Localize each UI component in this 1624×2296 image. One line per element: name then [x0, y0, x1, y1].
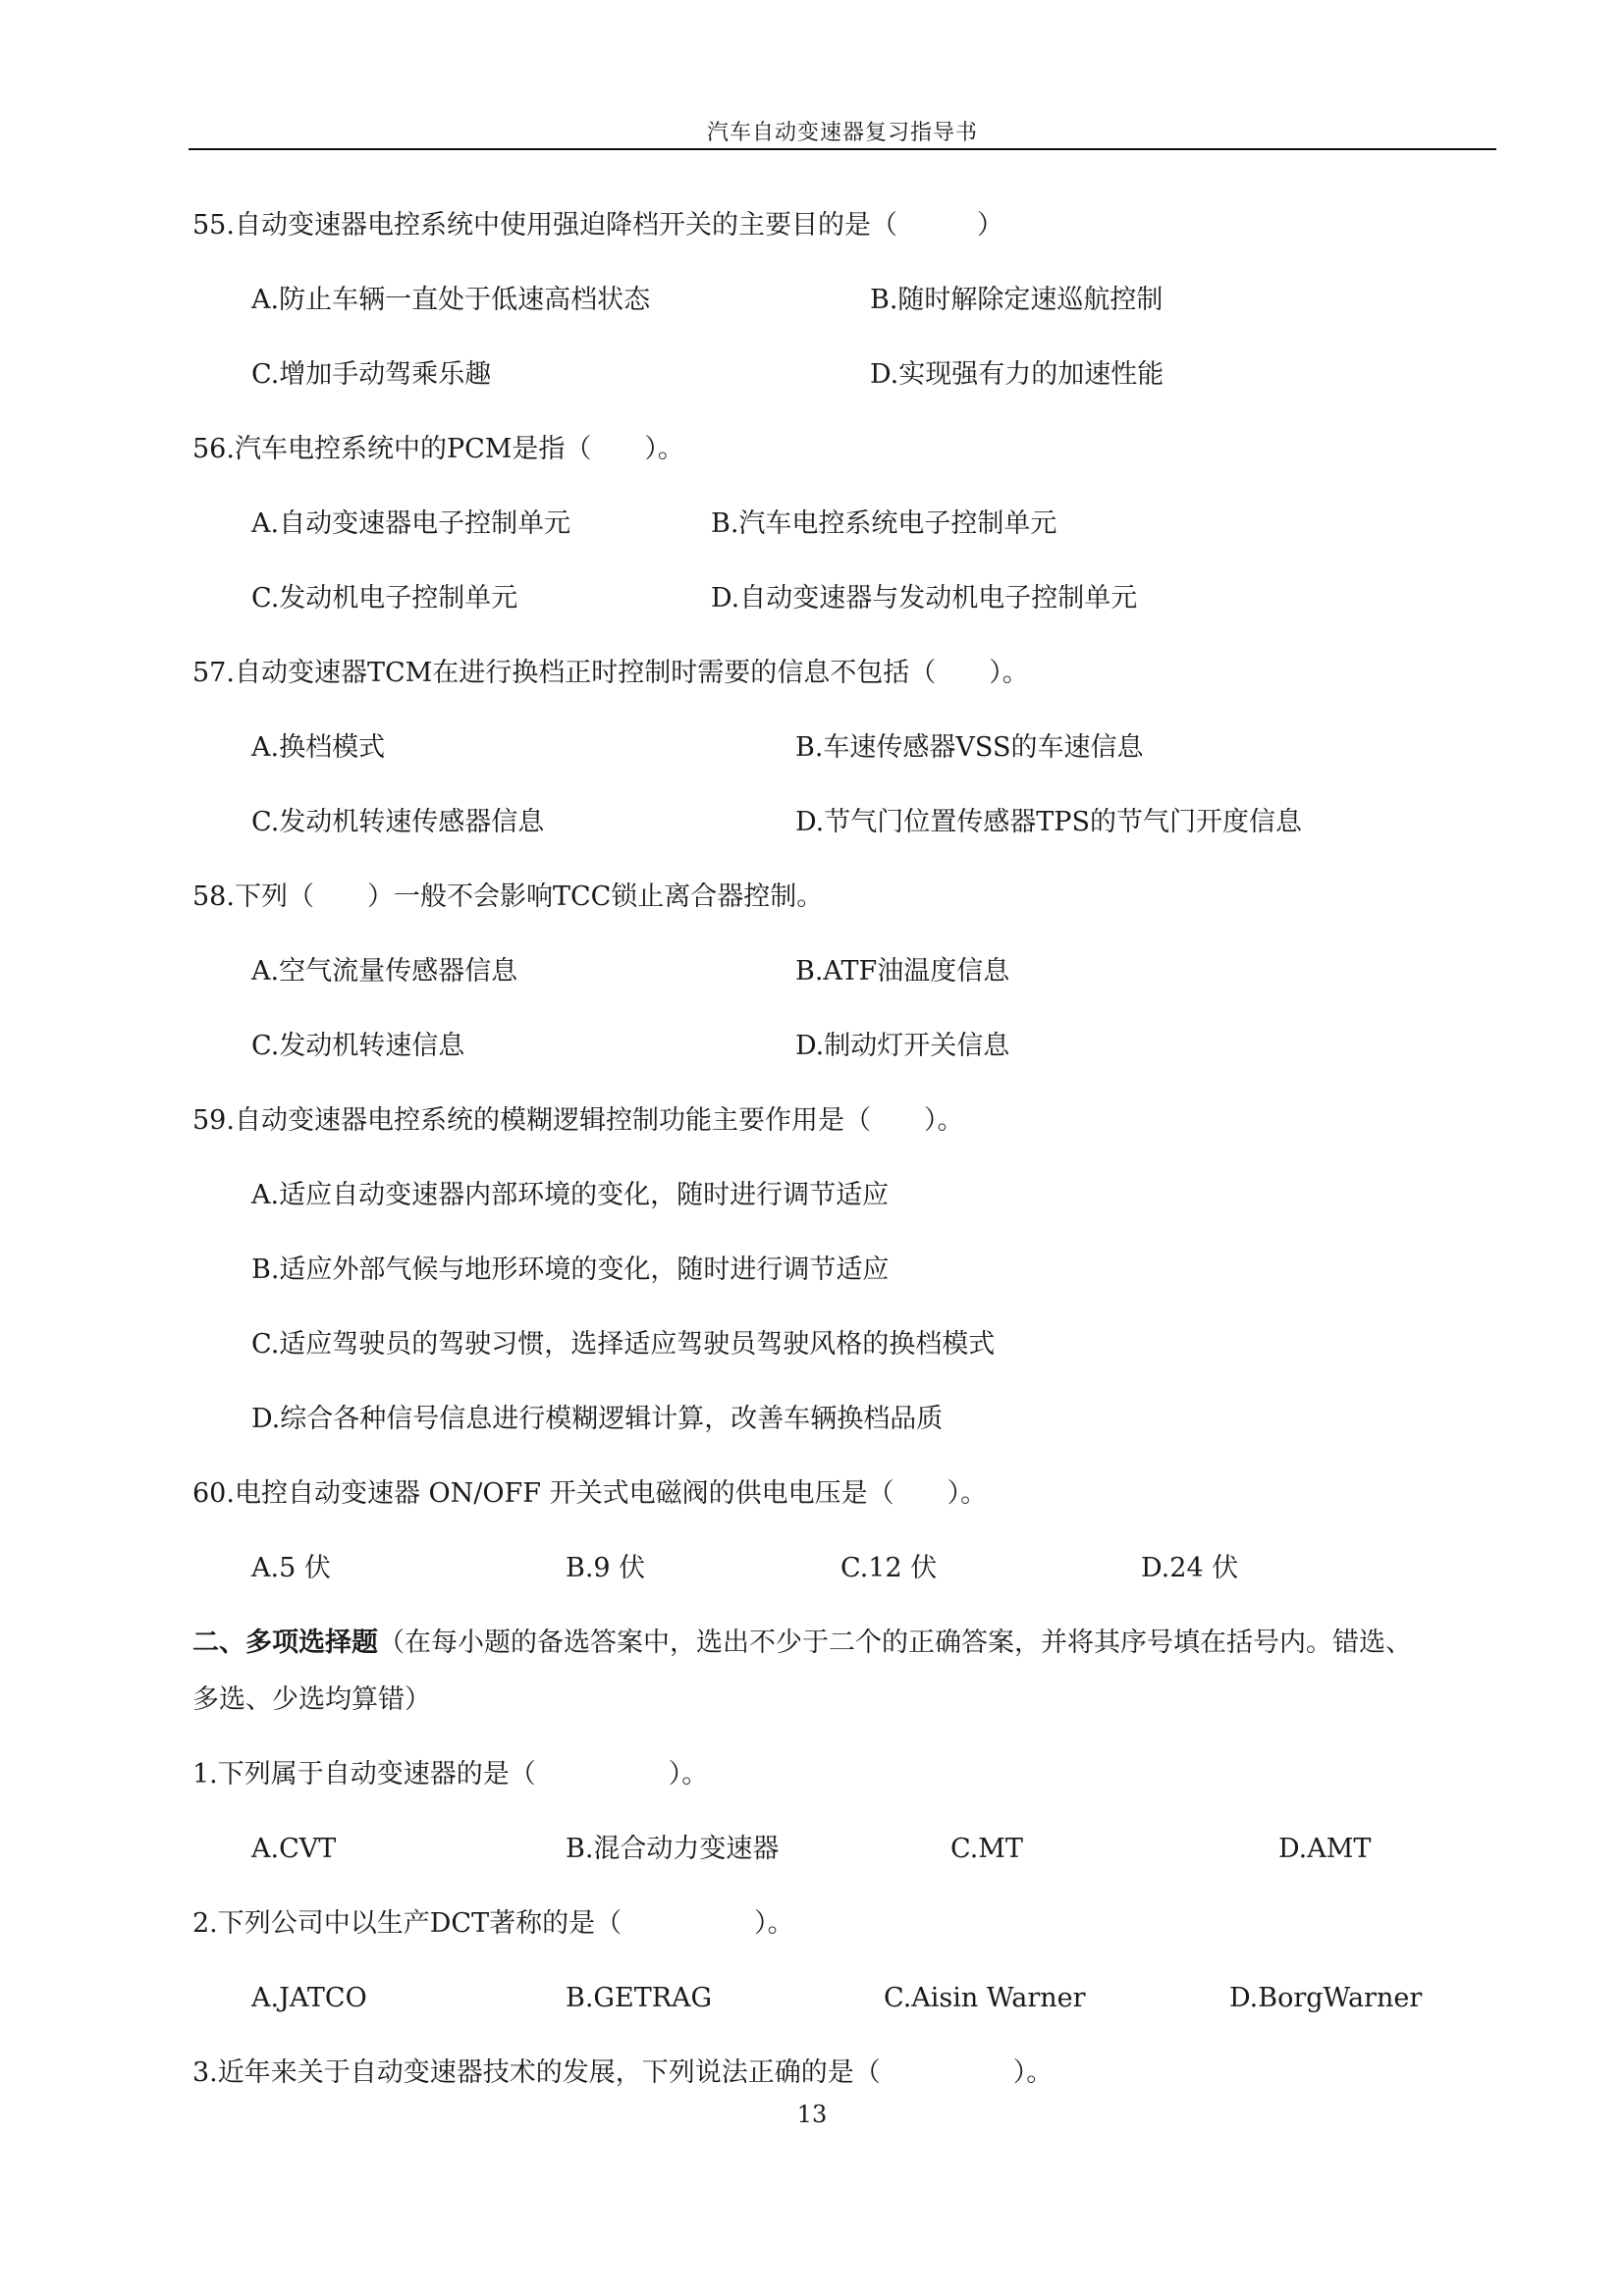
option: D.实现强有力的加速性能: [870, 359, 1164, 390]
option: B.混合动力变速器: [566, 1834, 780, 1864]
option: C.MT: [950, 1834, 1023, 1864]
question-stem: 1.下列属于自动变速器的是（ ）。: [192, 1759, 709, 1789]
header-rule: [189, 148, 1496, 150]
question-stem: 55.自动变速器电控系统中使用强迫降档开关的主要目的是（ ）: [192, 210, 1003, 240]
option: D.节气门位置传感器TPS的节气门开度信息: [795, 807, 1302, 837]
section-title: 二、多项选择题: [192, 1628, 378, 1658]
option: C.Aisin Warner: [884, 1983, 1086, 2013]
option: A.CVT: [251, 1834, 337, 1864]
option: A.自动变速器电子控制单元: [251, 508, 571, 539]
option: D.制动灯开关信息: [795, 1031, 1010, 1061]
question-stem: 57.自动变速器TCM在进行换档正时控制时需要的信息不包括（ ）。: [192, 658, 1029, 688]
option: B.9 伏: [566, 1553, 646, 1583]
running-header: 汽车自动变速器复习指导书: [706, 121, 978, 145]
option: B.ATF油温度信息: [795, 956, 1010, 987]
question-stem: 3.近年来关于自动变速器技术的发展，下列说法正确的是（ ）。: [192, 2057, 1054, 2088]
option: A.JATCO: [251, 1983, 367, 2013]
option: B.车速传感器VSS的车速信息: [795, 732, 1144, 763]
option: A.换档模式: [251, 732, 386, 763]
option: A.适应自动变速器内部环境的变化，随时进行调节适应: [251, 1180, 890, 1210]
question-stem: 2.下列公司中以生产DCT著称的是（ ）。: [192, 1908, 794, 1939]
question-stem: 58.下列（ ）一般不会影响TCC锁止离合器控制。: [192, 881, 824, 912]
option: D.综合各种信号信息进行模糊逻辑计算，改善车辆换档品质: [251, 1404, 944, 1434]
question-stem: 59.自动变速器电控系统的模糊逻辑控制功能主要作用是（ ）。: [192, 1105, 964, 1136]
option: A.空气流量传感器信息: [251, 956, 518, 987]
option: A.5 伏: [251, 1553, 331, 1583]
option: D.BorgWarner: [1229, 1983, 1423, 2013]
option: C.发动机电子控制单元: [251, 583, 518, 614]
option: C.发动机转速传感器信息: [251, 807, 545, 837]
option: B.汽车电控系统电子控制单元: [711, 508, 1057, 539]
option: A.防止车辆一直处于低速高档状态: [251, 285, 651, 315]
question-stem: 60.电控自动变速器 ON/OFF 开关式电磁阀的供电电压是（ ）。: [192, 1478, 988, 1509]
section-instruction-cont: 多选、少选均算错）: [192, 1684, 431, 1715]
question-stem: 56.汽车电控系统中的PCM是指（ ）。: [192, 434, 684, 464]
option: B.适应外部气候与地形环境的变化，随时进行调节适应: [251, 1255, 890, 1285]
section-instruction: （在每小题的备选答案中，选出不少于二个的正确答案，并将其序号填在括号内。错选、: [378, 1628, 1412, 1658]
option: B.GETRAG: [566, 1983, 713, 2013]
option: D.24 伏: [1141, 1553, 1239, 1583]
page-number: 13: [796, 2101, 828, 2128]
option: C.发动机转速信息: [251, 1031, 465, 1061]
option: B.随时解除定速巡航控制: [870, 285, 1164, 315]
option: D.自动变速器与发动机电子控制单元: [711, 583, 1138, 614]
option: C.增加手动驾乘乐趣: [251, 359, 492, 390]
option: C.12 伏: [840, 1553, 938, 1583]
option: D.AMT: [1278, 1834, 1372, 1864]
section-heading: [192, 1626, 1412, 1661]
option: C.适应驾驶员的驾驶习惯，选择适应驾驶员驾驶风格的换档模式: [251, 1329, 996, 1360]
